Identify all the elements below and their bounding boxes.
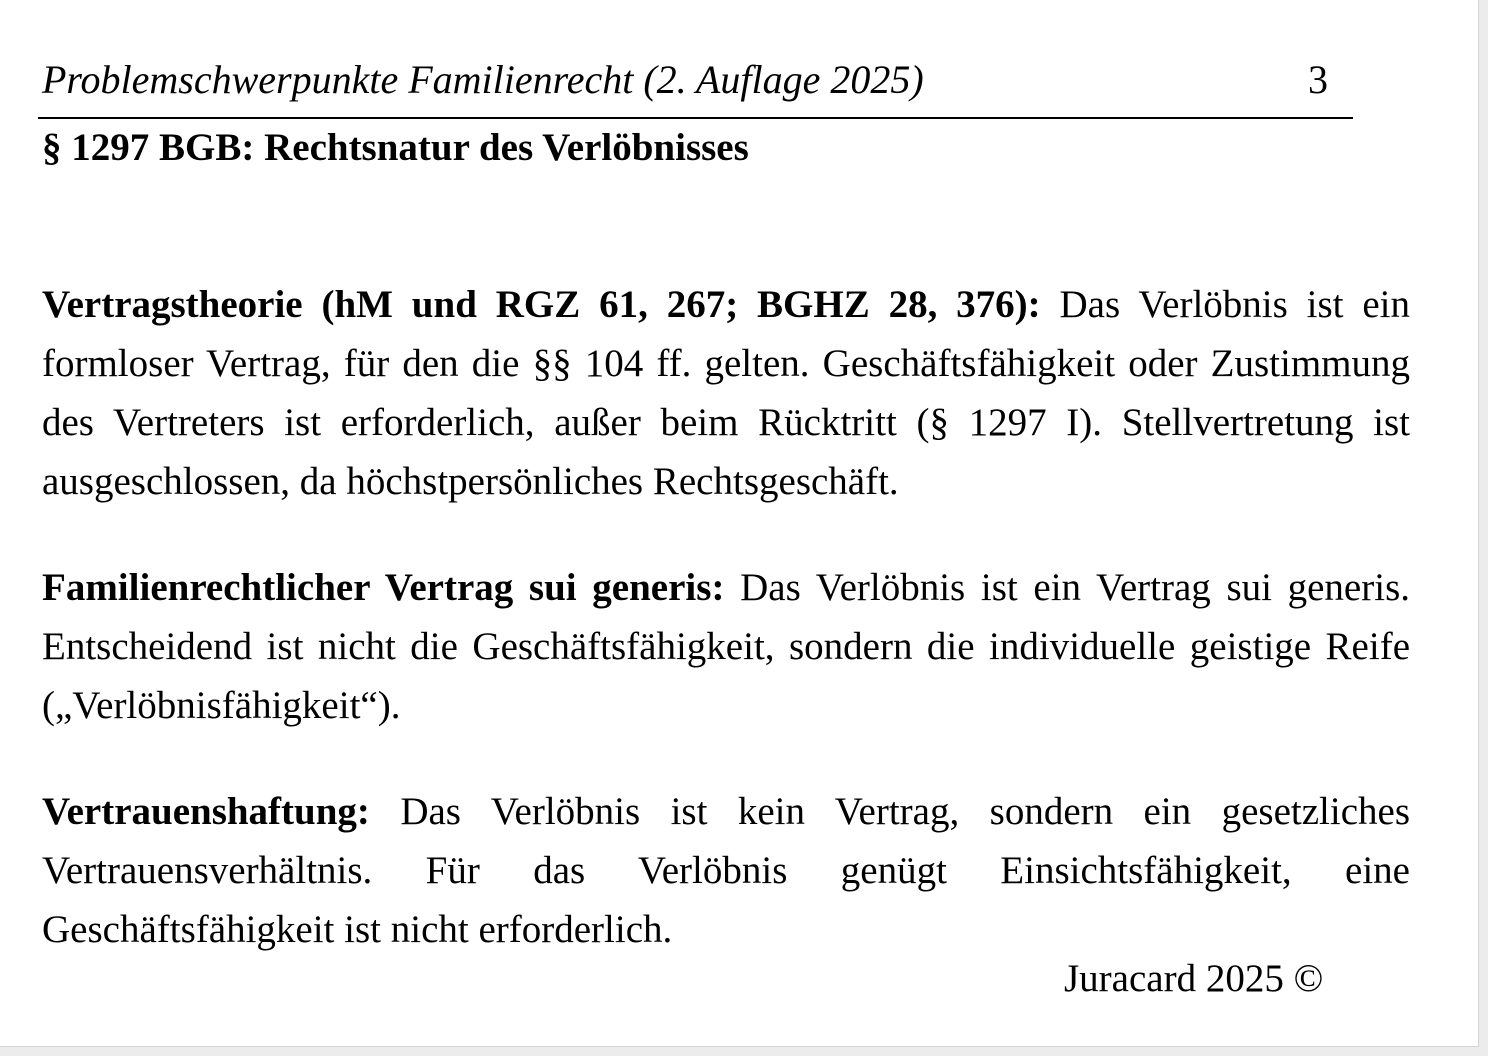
- theory-term: Vertragstheorie (hM und RGZ 61, 267; BGHZ 28, 376):: [42, 283, 1041, 326]
- theory-text: Das Verlöbnis ist ein formloser Vertrag, für den die §§ 104 ff. gelten. Geschäftsfähigkeit oder Zustimmung des Vertreters ist erforderlich, außer beim Rücktritt (§ 1297 I). Stellvertretung ist ausgeschlossen, da höchstpersönliches Rechtsgeschäft.: [42, 283, 1410, 503]
- theory-text: Das Verlöbnis ist ein Vertrag sui generis. Entscheidend ist nicht die Geschäftsfähigkeit, sondern die individuelle geistige Reife („Verlöbnisfähigkeit“).: [42, 566, 1410, 727]
- theory-paragraph-sui-generis: [42, 558, 1410, 735]
- theory-paragraph-contract: [42, 275, 1410, 511]
- theory-term: Familienrechtlicher Vertrag sui generis:: [42, 566, 725, 609]
- running-title: Problemschwerpunkte Familienrecht (2. Auflage 2025): [42, 57, 924, 102]
- document-body: [42, 275, 1410, 959]
- theory-text: Das Verlöbnis ist kein Vertrag, sondern ein gesetzliches Vertrauensverhältnis. Für das Verlöbnis genügt Einsichtsfähigkeit, eine Geschäftsfähigkeit ist nicht erforderlich.: [42, 790, 1411, 951]
- section-title: § 1297 BGB: Rechtsnatur des Verlöbnisses: [42, 126, 749, 169]
- page-number: 3: [1308, 57, 1328, 102]
- theory-paragraph-trust-liability: [42, 782, 1410, 959]
- header-divider: [38, 117, 1353, 119]
- running-header: [42, 56, 1352, 104]
- copyright-notice: Juracard 2025 ©: [1064, 957, 1324, 1000]
- theory-term: Vertrauenshaftung:: [42, 790, 370, 833]
